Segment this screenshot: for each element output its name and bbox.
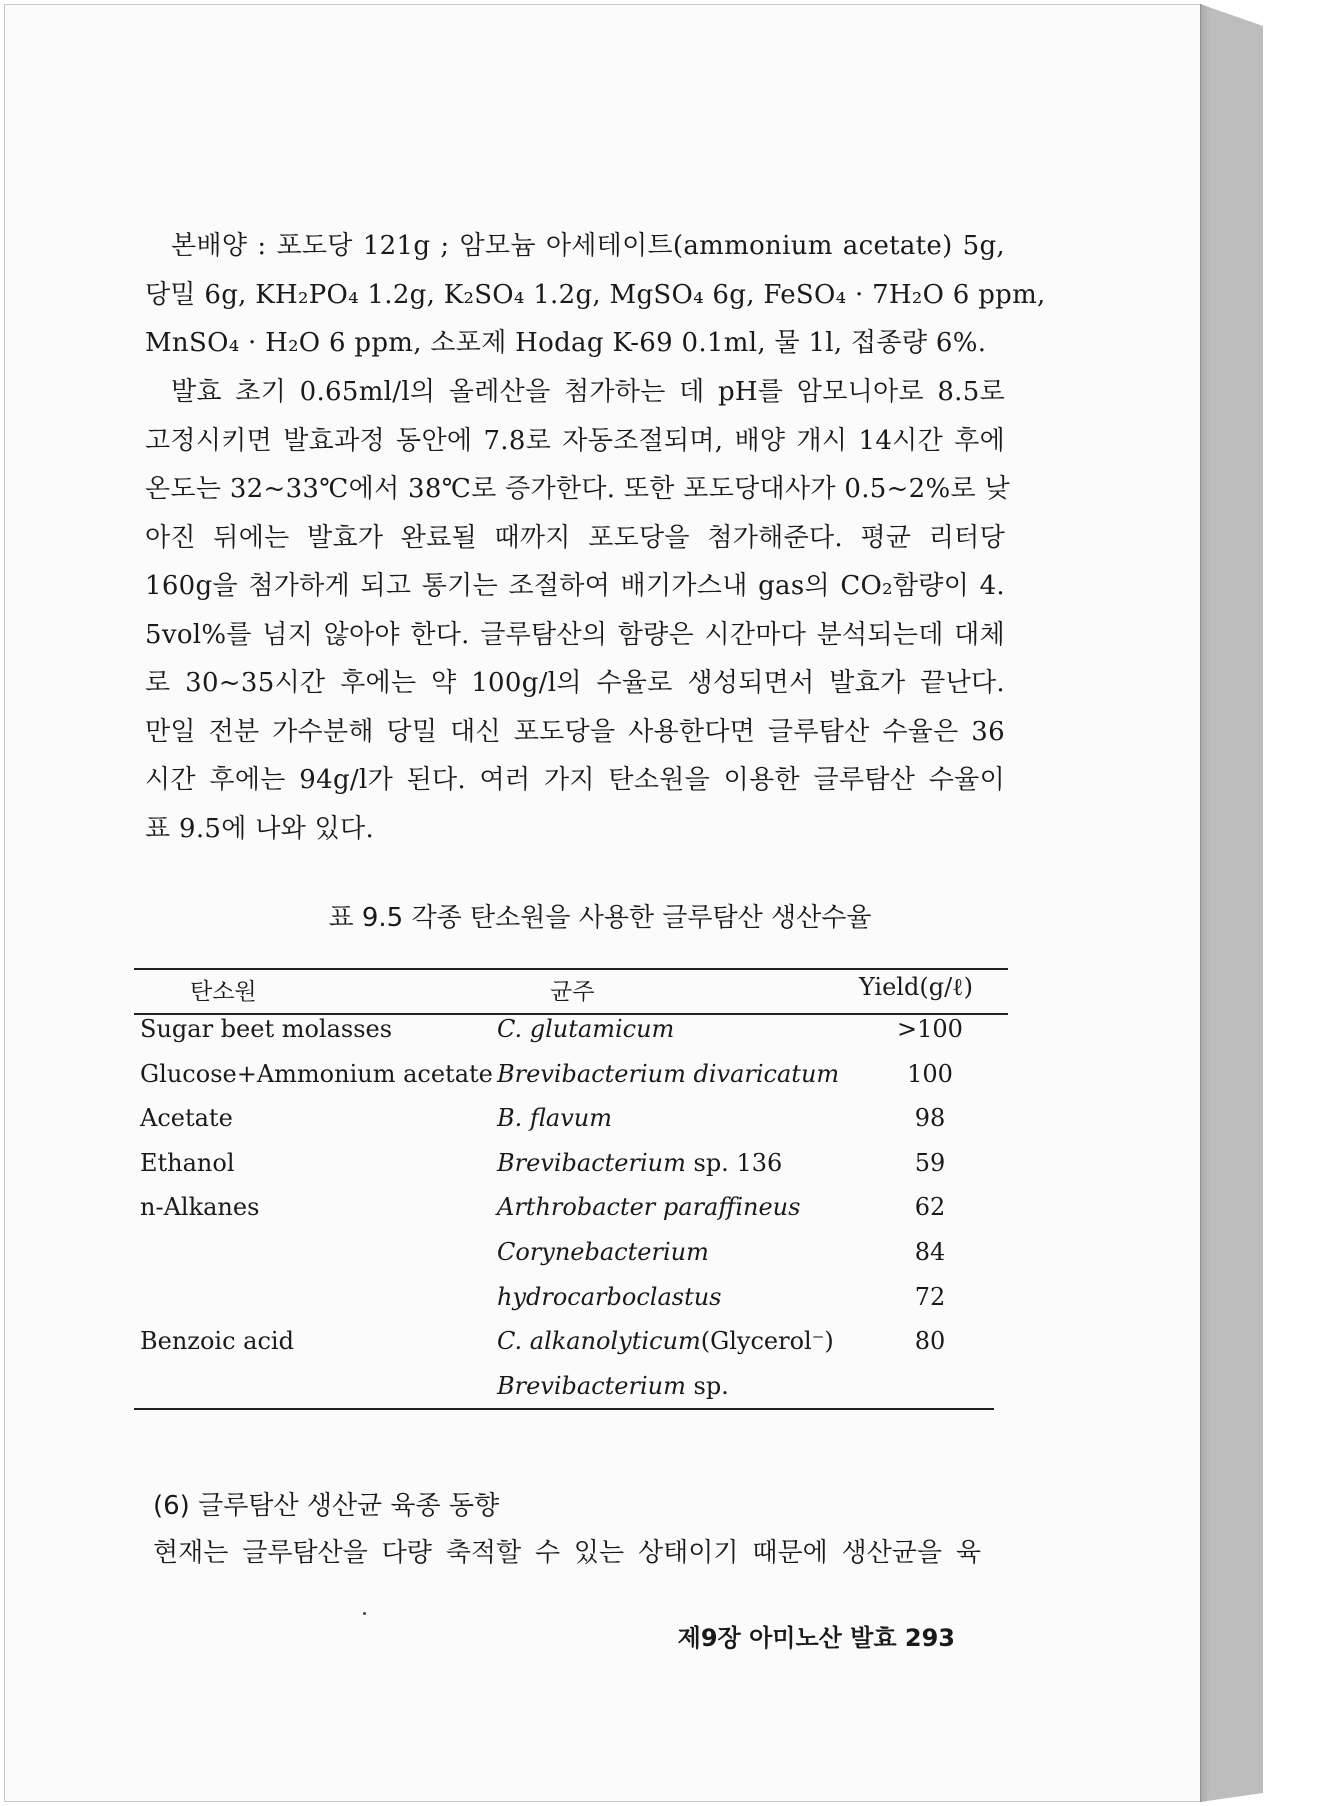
- table-row: [0, 1060, 1200, 1104]
- cell-strain: [497, 1238, 709, 1266]
- text-line: 160g을 첨가하게 되고 통기는 조절하여 배기가스내 gas의 CO₂함량이 4.: [145, 571, 1005, 601]
- text-line: MnSO₄ · H₂O 6 ppm, 소포제 Hodag K-69 0.1ml, 물 1l, 접종량 6%.: [145, 328, 987, 358]
- table-row: [0, 1283, 1200, 1327]
- header-yield: Yield(g/ℓ): [859, 973, 974, 1001]
- cell-strain: [497, 1149, 782, 1177]
- cell-carbon-source: Benzoic acid: [140, 1327, 294, 1356]
- strain-name: Brevibacterium divaricatum: [497, 1059, 840, 1088]
- text-line: 본배양 : 포도당 121g ; 암모늄 아세테이트(ammonium acetate) 5g,: [171, 231, 1005, 261]
- cell-yield: 62: [914, 1193, 946, 1222]
- strain-name: Corynebacterium: [497, 1238, 709, 1266]
- table-row: [0, 1104, 1200, 1148]
- section-text: 현재는 글루탐산을 다량 축적할 수 있는 상태이기 때문에 생산균을 육: [153, 1538, 981, 1568]
- strain-name: Arthrobacter paraffineus: [497, 1193, 801, 1222]
- cell-carbon-source: Sugar beet molasses: [140, 1015, 393, 1043]
- table-top-rule: [134, 968, 1008, 970]
- cell-carbon-source: Ethanol: [140, 1148, 235, 1177]
- cell-strain: [497, 1327, 834, 1355]
- table-row: [0, 1015, 1200, 1059]
- text-line: 로 30~35시간 후에는 약 100g/l의 수율로 생성되면서 발효가 끝난다.: [145, 668, 1005, 698]
- cell-yield: 72: [914, 1282, 946, 1311]
- page-footer: 제9장 아미노산 발효 293: [677, 1624, 955, 1652]
- book-edge-shadow: [1200, 4, 1210, 1802]
- table-caption: 표 9.5 각종 탄소원을 사용한 글루탐산 생산수율: [328, 903, 872, 933]
- cell-carbon-source: Glucose+Ammonium acetate: [140, 1059, 493, 1088]
- strain-name: C. alkanolyticum: [497, 1327, 701, 1356]
- text-line: 발효 초기 0.65ml/l의 올레산을 첨가하는 데 pH를 암모니아로 8.5로: [171, 377, 1005, 407]
- section-heading: (6) 글루탐산 생산균 육종 동향: [153, 1491, 500, 1521]
- text-line: 5vol%를 넘지 않아야 한다. 글루탐산의 함량은 시간마다 분석되는데 대체: [145, 619, 1005, 650]
- cell-yield: 84: [914, 1238, 946, 1266]
- cell-yield: >100: [897, 1015, 963, 1043]
- print-speck: [363, 1612, 366, 1615]
- cell-strain: [497, 1193, 800, 1221]
- paragraph-medium-composition: [145, 222, 1046, 368]
- header-carbon-source: 탄소원: [190, 979, 257, 1005]
- table-bottom-rule: [134, 1408, 994, 1410]
- strain-name: Brevibacterium: [497, 1371, 686, 1400]
- cell-strain: [497, 1372, 729, 1400]
- table-row: [0, 1149, 1200, 1193]
- text-line: 고정시키면 발효과정 동안에 7.8로 자동조절되며, 배양 개시 14시간 후에: [145, 425, 1005, 456]
- cell-carbon-source: Acetate: [140, 1104, 233, 1133]
- cell-strain: [497, 1104, 612, 1132]
- header-strain: 균주: [550, 979, 595, 1005]
- paragraph-fermentation: [145, 368, 1010, 853]
- table-row: [0, 1238, 1200, 1282]
- cell-strain: [497, 1060, 839, 1088]
- table-row: [0, 1327, 1200, 1371]
- cell-strain: [497, 1015, 674, 1043]
- text-line: 만일 전분 가수분해 당밀 대신 포도당을 사용한다면 글루탐산 수율은 36: [145, 716, 1005, 747]
- cell-yield: 100: [907, 1059, 953, 1088]
- strain-suffix: sp. 136: [685, 1148, 783, 1177]
- strain-name: hydrocarboclastus: [497, 1282, 722, 1311]
- cell-yield: 59: [914, 1148, 946, 1177]
- strain-suffix: sp.: [685, 1371, 729, 1400]
- text-line: 당밀 6g, KH₂PO₄ 1.2g, K₂SO₄ 1.2g, MgSO₄ 6g, FeSO₄ · 7H₂O 6 ppm,: [145, 279, 1046, 310]
- text-line: 온도는 32~33℃에서 38℃로 증가한다. 또한 포도당대사가 0.5~2%로 낮: [145, 474, 1010, 504]
- strain-suffix: (Glycerol⁻): [700, 1327, 834, 1356]
- strain-name: B. flavum: [497, 1104, 612, 1133]
- cell-yield: 98: [914, 1104, 946, 1133]
- strain-name: Brevibacterium: [497, 1148, 686, 1177]
- strain-name: C. glutamicum: [497, 1015, 675, 1043]
- cell-yield: 80: [914, 1327, 946, 1356]
- text-line: 아진 뒤에는 발효가 완료될 때까지 포도당을 첨가해준다. 평균 리터당: [145, 522, 1005, 553]
- text-line: 시간 후에는 94g/l가 된다. 여러 가지 탄소원을 이용한 글루탐산 수율이: [145, 765, 1005, 795]
- cell-strain: [497, 1283, 722, 1311]
- table-row: [0, 1193, 1200, 1237]
- cell-carbon-source: n-Alkanes: [140, 1193, 260, 1222]
- text-line: 표 9.5에 나와 있다.: [145, 813, 375, 844]
